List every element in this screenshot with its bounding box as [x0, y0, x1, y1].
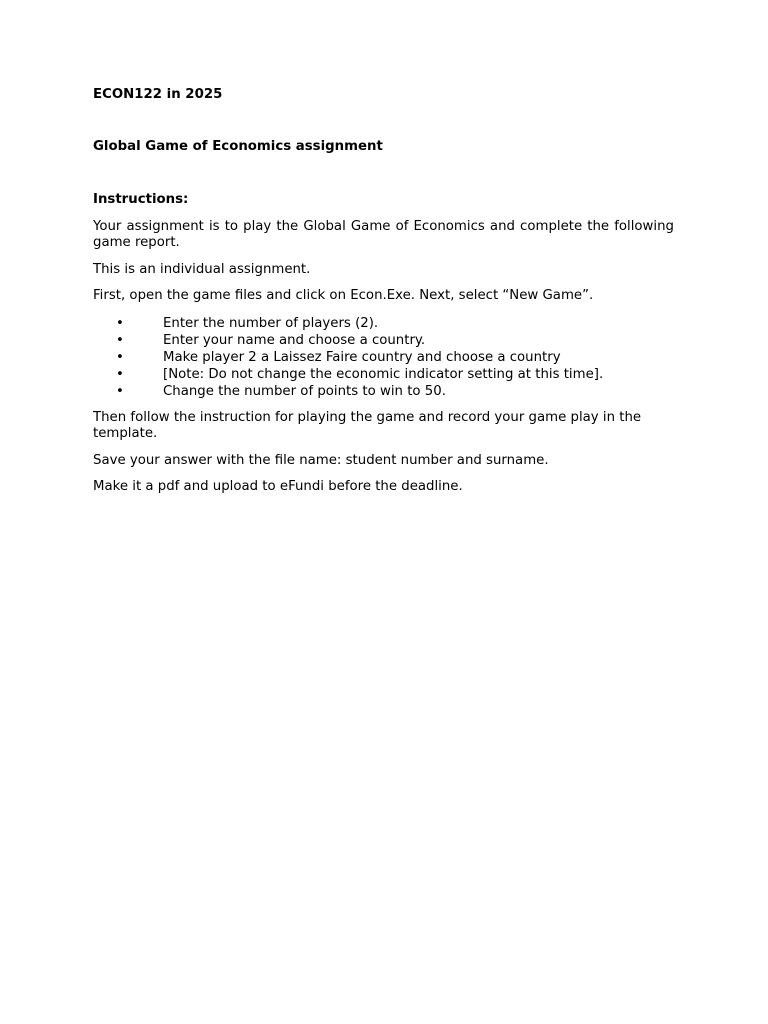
step-text: Change the number of points to win to 50. [163, 383, 446, 399]
list-item [93, 366, 674, 383]
upload-instruction: Make it a pdf and upload to eFundi before the deadline. [93, 479, 463, 494]
instructions-heading: Instructions: [93, 192, 189, 207]
step-text: Enter your name and choose a country. [163, 332, 426, 348]
assignment-title: Global Game of Economics assignment [93, 138, 383, 154]
list-item [93, 332, 674, 349]
bullet-icon: • [116, 366, 124, 382]
save-instruction: Save your answer with the file name: student number and surname. [93, 452, 549, 468]
list-item [93, 349, 674, 366]
individual-note: This is an individual assignment. [93, 261, 311, 277]
bullet-icon: • [116, 315, 124, 331]
step-text: Make player 2 a Laissez Faire country and choose a country [163, 349, 561, 365]
course-title: ECON122 in 2025 [93, 87, 223, 102]
list-item [93, 315, 674, 332]
open-game-instruction: First, open the game files and click on Econ.Exe. Next, select “New Game”. [93, 288, 594, 303]
steps-list [93, 315, 674, 400]
document-page [93, 87, 674, 506]
bullet-icon: • [116, 349, 124, 365]
bullet-icon: • [116, 332, 124, 348]
follow-instructions-paragraph: Then follow the instruction for playing the game and record your game play in the template. [93, 409, 642, 441]
assignment-description: Your assignment is to play the Global Game of Economics and complete the following game report. [93, 218, 674, 250]
list-item [93, 383, 674, 400]
step-text: [Note: Do not change the economic indicator setting at this time]. [163, 366, 604, 382]
bullet-icon: • [116, 383, 124, 399]
step-text: Enter the number of players (2). [163, 315, 379, 331]
